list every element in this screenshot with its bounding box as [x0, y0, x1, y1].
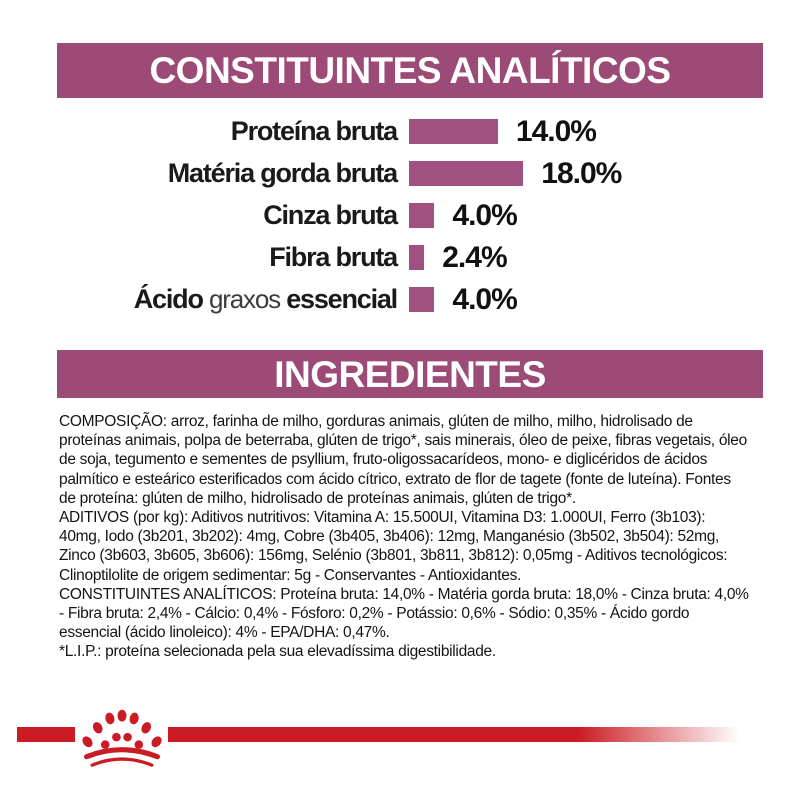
chart-row — [57, 282, 763, 316]
chart-bar — [409, 119, 498, 144]
chart-bar — [409, 245, 424, 270]
chart-row — [57, 114, 763, 148]
ingredients-title: INGREDIENTES — [274, 353, 546, 395]
chart-category-label: Matéria gorda bruta — [167, 158, 397, 188]
footer-stripe-right — [168, 727, 745, 742]
ingredients-paragraph: *L.I.P.: proteína selecionada pela sua elevadíssima digestibilidade. — [59, 643, 496, 661]
chart-category-label: Proteína bruta — [230, 116, 397, 146]
chart-value-label: 14.0% — [515, 114, 596, 148]
ingredients-paragraph: COMPOSIÇÃO: arroz, farinha de milho, gorduras animais, glúten de milho, milho, hidrolisado de proteínas animais, polpa de beterraba, glúten de trigo*, sais minerais, óleo de peixe, fibras vegetais, óleo de soja, tegumento e sementes de psyllium, fruto-oligossacarídeos, mono- e diglicéridos de ácidos palmítico e esteárico esterificados com ácido cítrico, extrato de flor de tagete (fonte de luteína). Fontes de proteína: glúten de milho, hidrolisado de proteínas animais, glúten de trigo*. — [59, 413, 747, 507]
footer-stripe-left — [17, 727, 75, 742]
analytical-constituents-banner — [57, 43, 763, 98]
chart-category-label: Cinza bruta — [263, 200, 397, 230]
ingredients-paragraph: ADITIVOS (por kg): Aditivos nutritivos: Vitamina A: 15.500UI, Vitamina D3: 1.000UI, Ferro (3b103): 40mg, Iodo (3b201, 3b202): 4mg, Cobre (3b405, 3b406): 12mg, Manganésio (3b502, 3b504): 52mg, Zinco (3b603, 3b605, 3b606): 156mg, Selénio (3b801, 3b811, 3b812): 0,05mg - Aditivos tecnológicos: Clinoptilolite de origem sedimentar: 5g - Conservantes - Antioxidantes. — [59, 509, 728, 584]
chart-value-label: 18.0% — [541, 156, 622, 190]
chart-category-label: Fibra bruta — [269, 242, 397, 272]
chart-category-label: Ácido graxos essencial — [133, 284, 397, 314]
analytical-constituents-chart — [57, 114, 763, 328]
ingredients-banner — [57, 350, 763, 398]
analytical-constituents-title: CONSTITUINTES ANALÍTICOS — [149, 50, 671, 91]
ingredients-text-block — [59, 412, 749, 662]
royal-canin-crown-icon — [80, 708, 164, 770]
chart-row — [57, 198, 763, 232]
chart-value-label: 4.0% — [452, 282, 517, 316]
chart-bar — [409, 287, 434, 312]
chart-bar — [409, 203, 434, 228]
chart-row — [57, 240, 763, 274]
chart-value-label: 4.0% — [452, 198, 517, 232]
chart-value-label: 2.4% — [442, 240, 507, 274]
chart-bar — [409, 161, 523, 186]
ingredients-paragraph: CONSTITUINTES ANALÍTICOS: Proteína bruta: 14,0% - Matéria gorda bruta: 18,0% - Cinza bruta: 4,0% - Fibra bruta: 2,4% - Cálcio: 0,4% - Fósforo: 0,2% - Potássio: 0,6% - Sódio: 0,35% - Ácido gordo essencial (ácido linoleico): 4% - EPA/DHA: 0,47%. — [59, 585, 749, 642]
chart-row — [57, 156, 763, 190]
